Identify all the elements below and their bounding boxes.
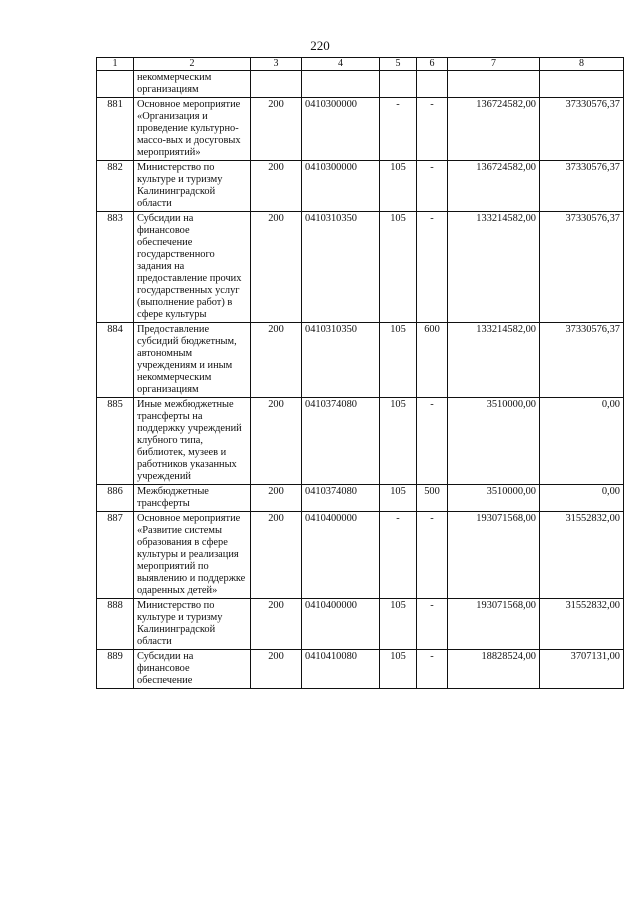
cell-col6: 500: [417, 485, 448, 512]
column-header: 5: [380, 58, 417, 71]
cell-col5: -: [380, 512, 417, 599]
column-header: 1: [97, 58, 134, 71]
cell-col6: -: [417, 212, 448, 323]
item-name: Субсидии на финансовое обеспечение государственного задания на предоставление прочих государственных услуг (выполнение работ) в сфере культуры: [134, 212, 251, 323]
cell-col3: 200: [251, 599, 302, 650]
cell-col5: 105: [380, 650, 417, 689]
cell-col8: 37330576,37: [540, 212, 624, 323]
cell-col3: 200: [251, 98, 302, 161]
cell-col7: 193071568,00: [448, 512, 540, 599]
cell-col3: 200: [251, 512, 302, 599]
item-name: Министерство по культуре и туризму Калининградской области: [134, 161, 251, 212]
cell-col5: 105: [380, 323, 417, 398]
cell-col3: 200: [251, 323, 302, 398]
row-number: 889: [97, 650, 134, 689]
cell-col3: 200: [251, 650, 302, 689]
cell-col5: 105: [380, 161, 417, 212]
cell-col5: 105: [380, 398, 417, 485]
column-header: 2: [134, 58, 251, 71]
item-name: Министерство по культуре и туризму Калининградской области: [134, 599, 251, 650]
row-number: 887: [97, 512, 134, 599]
cell-col3: 200: [251, 161, 302, 212]
cell-col7: 3510000,00: [448, 398, 540, 485]
cell-col8: [540, 71, 624, 98]
cell-col8: 37330576,37: [540, 161, 624, 212]
item-name: Предоставление субсидий бюджетным, автономным учреждениям и иным некоммерческим организациям: [134, 323, 251, 398]
row-number: 881: [97, 98, 134, 161]
column-header: 8: [540, 58, 624, 71]
item-name: Основное мероприятие «Организация и проведение культурно-массо-вых и досуговых мероприятий»: [134, 98, 251, 161]
cell-col4: 0410410080: [302, 650, 380, 689]
column-header: 7: [448, 58, 540, 71]
cell-col4: 0410374080: [302, 398, 380, 485]
cell-col8: 0,00: [540, 398, 624, 485]
cell-col8: 3707131,00: [540, 650, 624, 689]
column-header: 4: [302, 58, 380, 71]
cell-col7: 3510000,00: [448, 485, 540, 512]
table-row: [97, 161, 624, 212]
row-number: 888: [97, 599, 134, 650]
row-number: 883: [97, 212, 134, 323]
item-name: Иные межбюджетные трансферты на поддержку учреждений клубного типа, библиотек, музеев и работников указанных учреждений: [134, 398, 251, 485]
row-number: 886: [97, 485, 134, 512]
cell-col4: 0410374080: [302, 485, 380, 512]
table-row: [97, 599, 624, 650]
cell-col7: 18828524,00: [448, 650, 540, 689]
item-name: некоммерческим организациям: [134, 71, 251, 98]
cell-col7: 133214582,00: [448, 323, 540, 398]
row-number: [97, 71, 134, 98]
cell-col6: [417, 71, 448, 98]
cell-col3: [251, 71, 302, 98]
cell-col3: 200: [251, 212, 302, 323]
table-row: [97, 398, 624, 485]
cell-col4: 0410310350: [302, 323, 380, 398]
cell-col4: 0410300000: [302, 161, 380, 212]
cell-col8: 37330576,37: [540, 323, 624, 398]
cell-col3: 200: [251, 485, 302, 512]
cell-col7: 133214582,00: [448, 212, 540, 323]
table-row: [97, 98, 624, 161]
cell-col6: -: [417, 599, 448, 650]
cell-col4: 0410400000: [302, 599, 380, 650]
item-name: Межбюджетные трансферты: [134, 485, 251, 512]
cell-col5: 105: [380, 485, 417, 512]
cell-col6: 600: [417, 323, 448, 398]
cell-col4: [302, 71, 380, 98]
cell-col6: -: [417, 398, 448, 485]
cell-col6: -: [417, 161, 448, 212]
cell-col7: 136724582,00: [448, 98, 540, 161]
cell-col8: 31552832,00: [540, 512, 624, 599]
column-header: 6: [417, 58, 448, 71]
cell-col8: 37330576,37: [540, 98, 624, 161]
table-row: [97, 485, 624, 512]
row-number: 885: [97, 398, 134, 485]
table-row: [97, 71, 624, 98]
cell-col3: 200: [251, 398, 302, 485]
table-row: [97, 512, 624, 599]
cell-col5: -: [380, 98, 417, 161]
cell-col8: 31552832,00: [540, 599, 624, 650]
cell-col4: 0410310350: [302, 212, 380, 323]
cell-col4: 0410300000: [302, 98, 380, 161]
item-name: Основное мероприятие «Развитие системы образования в сфере культуры и реализация мероприятий по выявлению и поддержке одаренных детей»: [134, 512, 251, 599]
cell-col6: -: [417, 650, 448, 689]
cell-col8: 0,00: [540, 485, 624, 512]
column-header: 3: [251, 58, 302, 71]
row-number: 882: [97, 161, 134, 212]
cell-col6: -: [417, 98, 448, 161]
cell-col7: 193071568,00: [448, 599, 540, 650]
item-name: Субсидии на финансовое обеспечение: [134, 650, 251, 689]
budget-table: [96, 57, 624, 689]
cell-col7: [448, 71, 540, 98]
cell-col4: 0410400000: [302, 512, 380, 599]
cell-col7: 136724582,00: [448, 161, 540, 212]
cell-col5: [380, 71, 417, 98]
table-row: [97, 323, 624, 398]
table-row: [97, 650, 624, 689]
table-row: [97, 212, 624, 323]
table-body: [97, 58, 624, 689]
table-header-row: [97, 58, 624, 71]
page-number: 220: [310, 38, 330, 53]
cell-col5: 105: [380, 212, 417, 323]
cell-col6: -: [417, 512, 448, 599]
row-number: 884: [97, 323, 134, 398]
cell-col5: 105: [380, 599, 417, 650]
